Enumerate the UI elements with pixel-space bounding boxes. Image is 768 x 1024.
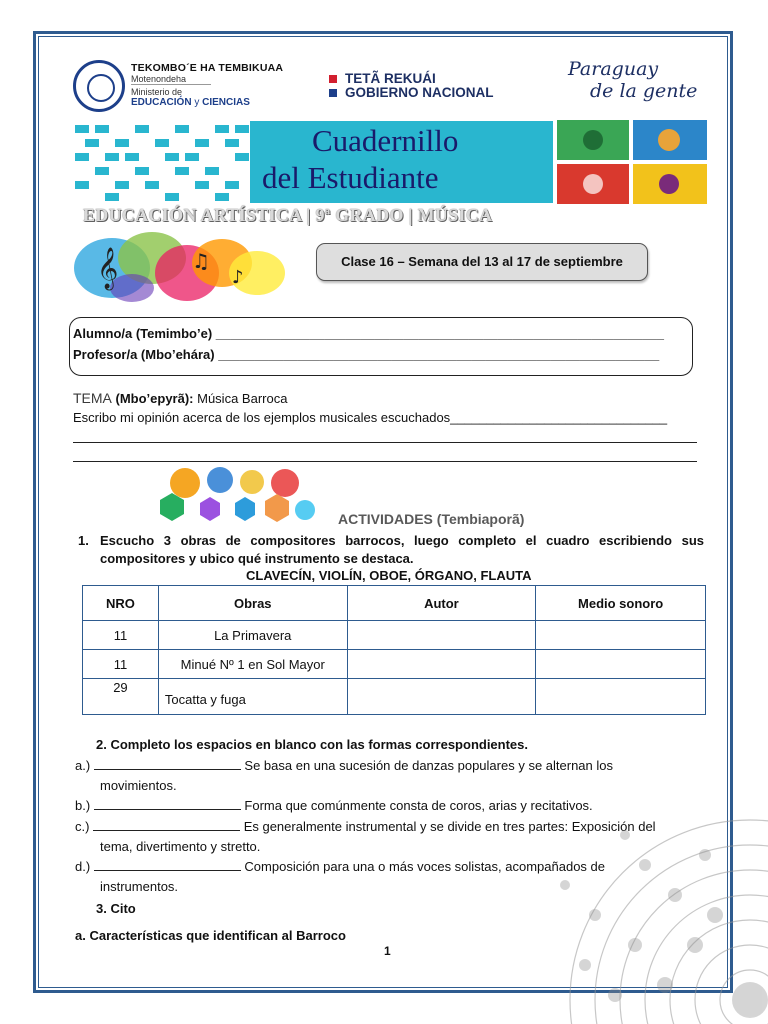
table-row bbox=[83, 621, 706, 650]
item-label: c.) bbox=[75, 819, 90, 834]
national-seal-logo bbox=[73, 60, 125, 112]
paraguay-de-la-gente-logo bbox=[568, 58, 697, 102]
topic-keyword: TEMA bbox=[73, 390, 112, 406]
fill-item-a bbox=[75, 756, 705, 796]
item-label: a.) bbox=[75, 758, 91, 773]
question-2: 2. Completo los espacios en blanco con las formas correspondientes. bbox=[96, 737, 529, 752]
item-text-cont: movimientos. bbox=[100, 778, 177, 793]
mandala-decoration bbox=[525, 795, 768, 1024]
activities-icons-graphic bbox=[140, 465, 320, 525]
instruments-list: CLAVECÍN, VIOLÍN, OBOE, ÓRGANO, FLAUTA bbox=[246, 568, 532, 583]
header-autor: Autor bbox=[347, 586, 536, 621]
item-text: Se basa en una sucesión de danzas populares y se alternan los bbox=[240, 758, 613, 773]
paraguay-line-2: de la gente bbox=[590, 80, 698, 102]
item-text: Es generalmente instrumental y se divide en tres partes: Exposición del bbox=[240, 819, 656, 834]
row-autor-cell[interactable] bbox=[347, 679, 536, 715]
gov-line-2: GOBIERNO NACIONAL bbox=[345, 85, 494, 100]
svg-text:♫: ♫ bbox=[192, 249, 210, 273]
table-row bbox=[83, 650, 706, 679]
ministry-label: Ministerio de bbox=[131, 87, 183, 97]
item-label: d.) bbox=[75, 859, 91, 874]
question-1 bbox=[78, 532, 704, 568]
topic-guarani: (Mbo’epyrã): bbox=[111, 391, 194, 406]
item-text-cont: instrumentos. bbox=[100, 879, 179, 894]
subject-heading: EDUCACIÓN ARTÍSTICA | 9ª GRADO | MÚSICA bbox=[83, 205, 493, 225]
question-1-text: Escucho 3 obras de compositores barrocos, luego completo el cuadro escribiendo sus compositores y ubico qué instrumento se destaca. bbox=[100, 533, 704, 566]
row-autor-cell[interactable] bbox=[347, 621, 536, 650]
title-line-2: del Estudiante bbox=[262, 160, 439, 195]
paraguay-line-1: Paraguay bbox=[568, 58, 659, 80]
class-week-box: Clase 16 – Semana del 13 al 17 de septiembre bbox=[316, 243, 648, 281]
ministry-logo bbox=[131, 62, 301, 109]
government-logo bbox=[345, 72, 494, 100]
ministry-guarani-name: TEKOMBO´E HA TEMBIKUAA bbox=[131, 62, 284, 74]
question-1-number: 1. bbox=[78, 533, 89, 548]
blank-input[interactable] bbox=[93, 819, 240, 831]
row-obra: La Primavera bbox=[158, 621, 347, 650]
item-label: b.) bbox=[75, 798, 91, 813]
header-medio-sonoro: Medio sonoro bbox=[536, 586, 706, 621]
flag-red-icon bbox=[329, 75, 337, 83]
topic-value: Música Barroca bbox=[193, 391, 288, 406]
row-medio-cell[interactable] bbox=[536, 650, 706, 679]
flag-blue-icon bbox=[329, 89, 337, 97]
row-medio-cell[interactable] bbox=[536, 679, 706, 715]
svg-text:♪: ♪ bbox=[232, 267, 244, 288]
teacher-name-field[interactable]: Profesor/a (Mbo’ehára) _____________________________________________________________ bbox=[73, 347, 660, 362]
item-text: Forma que comúnmente consta de coros, arias y recitativos. bbox=[240, 798, 593, 813]
ministry-name: EDUCACIÓN y CIENCIAS bbox=[131, 97, 250, 108]
student-name-field[interactable]: Alumno/a (Temimbo’e) ______________________________________________________________ bbox=[73, 326, 665, 341]
gov-line-1: TETÃ REKUÁI bbox=[345, 71, 436, 86]
row-medio-cell[interactable] bbox=[536, 621, 706, 650]
works-table bbox=[82, 585, 706, 715]
question-3a: a. Características que identifican al Barroco bbox=[75, 928, 346, 943]
arts-puzzle-image bbox=[557, 120, 707, 204]
page-number: 1 bbox=[384, 944, 391, 958]
blank-input[interactable] bbox=[94, 758, 241, 770]
row-obra: Minué Nº 1 en Sol Mayor bbox=[158, 650, 347, 679]
pixel-pattern-graphic bbox=[75, 121, 250, 201]
item-text: Composición para una o más voces solistas, acompañados de bbox=[240, 859, 605, 874]
table-row bbox=[83, 679, 706, 715]
blank-input[interactable] bbox=[94, 798, 241, 810]
music-splash-image bbox=[72, 228, 287, 306]
row-autor-cell[interactable] bbox=[347, 650, 536, 679]
row-obra: Tocatta y fuga bbox=[158, 679, 347, 715]
blank-input[interactable] bbox=[94, 859, 241, 871]
answer-line-2[interactable] bbox=[73, 461, 697, 462]
ministry-guarani-sub: Motenondeha bbox=[131, 74, 211, 85]
question-3: 3. Cito bbox=[96, 901, 136, 916]
svg-text:𝄞: 𝄞 bbox=[97, 248, 119, 289]
booklet-title bbox=[262, 122, 542, 196]
title-line-1: Cuadernillo bbox=[312, 123, 459, 158]
topic-line bbox=[73, 390, 287, 406]
row-nro: 11 bbox=[83, 621, 159, 650]
header-nro: NRO bbox=[83, 586, 159, 621]
opinion-prompt[interactable]: Escribo mi opinión acerca de los ejemplos musicales escuchados______________________________ bbox=[73, 410, 668, 425]
row-nro: 11 bbox=[83, 650, 159, 679]
row-nro: 29 bbox=[83, 679, 159, 715]
header-obras: Obras bbox=[158, 586, 347, 621]
activities-heading: ACTIVIDADES (Tembiaporã) bbox=[338, 511, 525, 527]
item-text-cont: tema, divertimento y stretto. bbox=[100, 839, 261, 854]
answer-line-1[interactable] bbox=[73, 442, 697, 443]
